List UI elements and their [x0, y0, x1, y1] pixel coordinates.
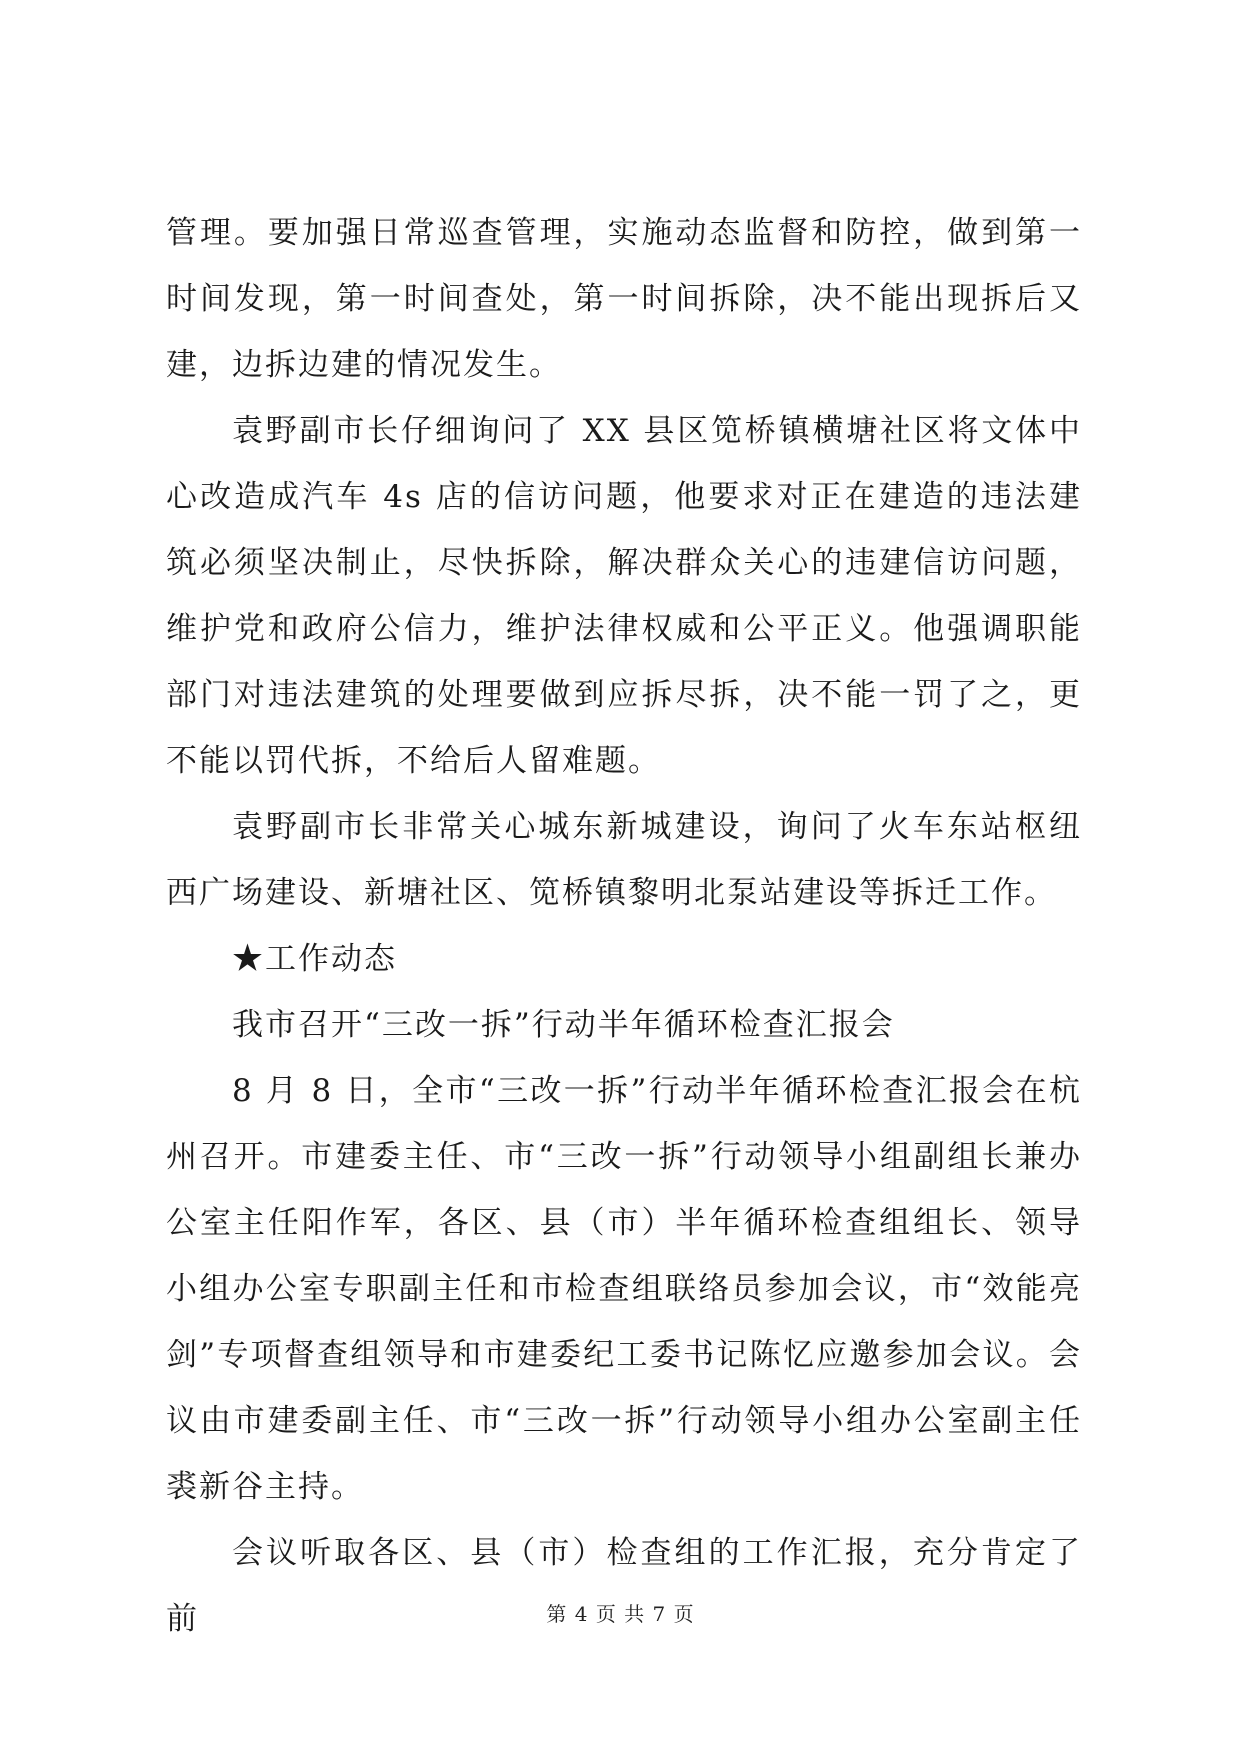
article-title: 我市召开“三改一拆”行动半年循环检查汇报会	[232, 1007, 895, 1043]
page-number-footer: 第 4 页 共 7 页	[546, 1602, 695, 1626]
paragraph: 袁野副市长非常关心城东新城建设，询问了火车东站枢纽西广场建设、新塘社区、笕桥镇黎明北泵站建设等拆迁工作。	[166, 809, 1082, 911]
paragraph-continuation: 管理。要加强日常巡查管理，实施动态监督和防控，做到第一时间发现，第一时间查处，第一时间拆除，决不能出现拆后又建，边拆边建的情况发生。	[166, 215, 1082, 383]
paragraph: 会议听取各区、县（市）检查组的工作汇报，充分肯定了前	[166, 1535, 1082, 1637]
paragraph: 袁野副市长仔细询问了 XX 县区笕桥镇横塘社区将文体中心改造成汽车 4s 店的信访问题，他要求对正在建造的违法建筑必须坚决制止，尽快拆除，解决群众关心的违建信访问题，维护党和政府公信力，维护法律权威和公平正义。他强调职能部门对违法建筑的处理要做到应拆尽拆，决不能一罚了之，更不能以罚代拆，不给后人留难题。	[166, 413, 1082, 779]
section-heading: ★工作动态	[232, 941, 397, 977]
paragraph: 8 月 8 日，全市“三改一拆”行动半年循环检查汇报会在杭州召开。市建委主任、市“三改一拆”行动领导小组副组长兼办公室主任阳作军，各区、县（市）半年循环检查组组长、领导小组办公室专职副主任和市检查组联络员参加会议，市“效能亮剑”专项督查组领导和市建委纪工委书记陈忆应邀参加会议。会议由市建委副主任、市“三改一拆”行动领导小组办公室副主任裘新谷主持。	[166, 1073, 1082, 1505]
document-body	[166, 200, 1082, 1652]
